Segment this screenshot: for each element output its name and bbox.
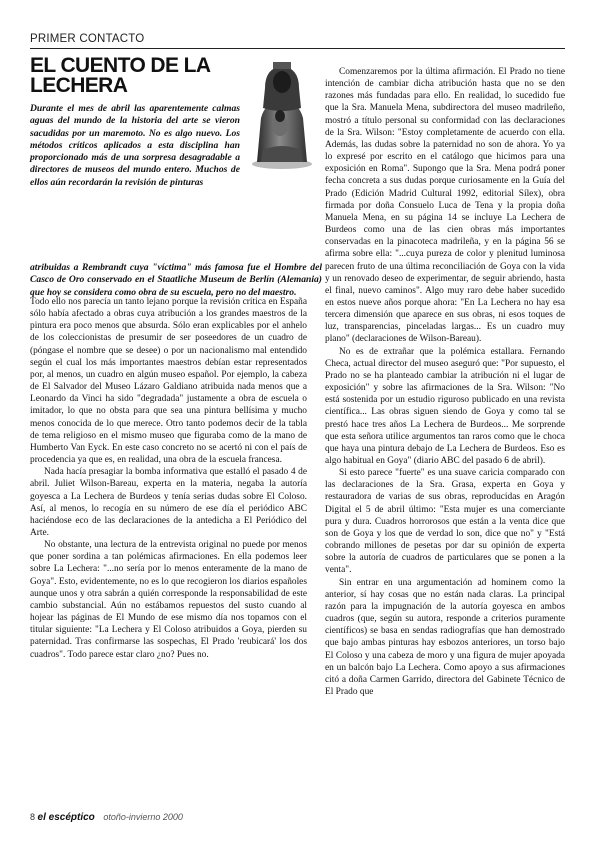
paragraph: No es de extrañar que la polémica estallara. Fernando Checa, actual director del museo aseguró que: "Por supuesto, el Prado no se ha planteado cambiar la atribución ni el lugar de exposición" y sobre las afirmaciones de la Sra. Wilson: "No está sostenida por un estudio riguroso publicado en una revista científica... Las obras siguen siendo de Goya y como tal se prestó hace tres años La Lechera de Burdeos... Me sorprende que esta señora utilice argumentos tan raros como que le choca que haya una pintura debajo de La Lechera de Burdeos. Eso es algo habitual en Goya" (diario ABC del pasado 6 de abril). [325,346,565,466]
issue-season: otoño-invierno 2000 [103,812,183,822]
body-column-right [325,66,565,806]
section-label: PRIMER CONTACTO [30,33,145,45]
intro-text-column: Durante el mes de abril las aparentemente calmas aguas del mundo de la historia del arte se vieron sacudidas por un maremoto. No es algo nuevo. Los métodos críticos aplicados a esta disciplina han proporcionado más de una sorpresa desagradable a directores de museos del mundo entero. Muchos de ellos aún recordarán la revisión de pinturas [30,103,240,188]
page-footer [30,812,183,823]
section-rule [30,48,565,49]
paragraph: Comenzaremos por la última afirmación. El Prado no tiene intención de cambiar dicha atribución hasta que no se den razones más fundadas para ello. En realidad, lo sucedido fue que la Sra. Manuela Mena, subdirectora del museo madrileño, mostró a título personal su conformidad con las declaraciones de la Sra. Wilson: "Estoy completamente de acuerdo con ella. Además, las dudas sobre la paternidad no son de ahora. Yo ya lo expresé por escrito en el catálogo que hicimos para una exposición en Roma". Supongo que la Sra. Mena podrá poner fecha concreta a sus dudas porque curiosamente en la Guía del Prado (Edición Madrid Cultural 1992, editorial Sílex), obra firmada por doña Consuelo Luca de Tena y la propia doña Manuela Mena, en su página 14 se incluye La Lechera de Burdeos como una de las cien obras más importantes conservadas en la pinacoteca madrileña, y en la página 56 se afirma sobre ella: "...cuya pureza de color y plenitud luminosa parecen fruto de una última reconciliación de Goya con la vida y un renovado deseo de experimentar, de seguir abriendo, hasta el final, nuevo caminos". Algo muy raro debe haber sucedido en estos nueve años porque ahora: "En La Lechera no hay esa tercera dimensión que aparece en sus obras, ni esos toques de luz, transparencias, pinceladas largas... Es un cuadro muy plano" (declaraciones de Wilson-Bareau). [325,67,565,345]
body-column-left [30,296,307,806]
paragraph: Si esto parece "fuerte" es una suave caricia comparado con las declaraciones de la Sra. Grasa, experta en Goya y restauradora de varias de sus obras, reproducidas en Aragón Digital el 5 de abril último: "Esta mujer es una comerciante pura y dura. Cuadros horrorosos que están a la venta dice que son de Goya y los que de verdad lo son, dice que no" y "Está cobrando millones de pesetas por dar su opinión de experta sobre la autoría de cuadros de particulares que se ponen a la venta". [325,468,565,576]
paragraph: Nada hacía presagiar la bomba informativa que estalló el pasado 4 de abril. Juliet Wilson-Bareau, experta en la materia, negaba la autoría goyesca a La Lechera de Burdeos y tenía serias dudas sobre El Coloso. Así, al menos, lo recogía en su número de ese día el periódico ABC haciéndose eco de las declaraciones de la antedicha a El Periódico del Arte. [30,467,307,538]
madonna-statue-photo [243,58,321,170]
paragraph: Sin entrar en una argumentación ad hominem como la anterior, sí hay cosas que no están nada claras. La principal razón para la impugnación de la autoría goyesca en ambos cuadros (que, según su autora, responde a criterios puramente científicos) se basa en sendas radiografías que han demostrado que bajo ambas pinturas hay esbozos anteriores, un torso bajo El Coloso y una cabeza de moro y una figura de mujer apoyada en un balcón bajo La Lechera. Como apoyo a sus afirmaciones citó a doña Carmen Garrido, directora del Gabinete Técnico de El Prado que [325,577,565,697]
paragraph: Todo ello nos parecía un tanto lejano porque la revisión crítica en España sólo había afectado a obras cuya atribución a los grandes maestros de la pintura era poco menos que absurda. Sólo eran explicables por el anhelo de los coleccionistas de presumir de ser poseedores de un cuadro de (póngase el nombre que se desee) o por un nacionalismo mal entendido según el cual los más importantes maestros debían estar representados por, al menos, un cuadro en algún museo español. Por ejemplo, la cabeza de El Salvador del Museo Lázaro Galdiano atribuida nada menos que a Leonardo da Vinci ha sido "degradada" justamente a obra de escuela o imitador, lo que no obsta para que sea una pintura bellísima y mucho menos conocida de lo que merece. Otro tanto podemos decir de la tabla de tema religioso en el mismo museo que figuraba como de la mano de Humberto Van Eyck. En este caso concreto no se acertó ni con el país de procedencia ya que es, en realidad, una obra de la escuela francesa. [30,297,307,466]
article-title: EL CUENTO DE LA LECHERA [30,54,210,97]
magazine-brand: el escéptico [37,812,95,823]
page-number: 8 [30,812,36,822]
paragraph: No obstante, una lectura de la entrevista original no puede por menos que poner sordina a tan polémicas afirmaciones. En ella podemos leer sobre La Lechera: "...no sería por lo menos enteramente de la mano de Goya". Esto, evidentemente, no es lo que recogieron los diarios españoles aunque unos y otra sabrán a quién corresponde la responsabilidad de este cambio substancial. Aún no estábamos repuestos del susto cuando al hojear las páginas de El Mundo de ese mismo día nos topamos con el titular siguiente: "La Lechera y El Coloso atribuidos a Goya, pierden su paternidad. Tras confirmarse las sospechas, El Prado 'reubicará' los dos cuadros". Todo parece estar claro ¿no? Pues no. [30,540,307,660]
intro-text-full: atribuidas a Rembrandt cuya "víctima" más famosa fue el Hombre del Casco de Oro conservado en el Staatliche Museum de Berlín (Alemania) que hoy se considera como obra de su escuela, pero no del maestro. [30,262,322,298]
